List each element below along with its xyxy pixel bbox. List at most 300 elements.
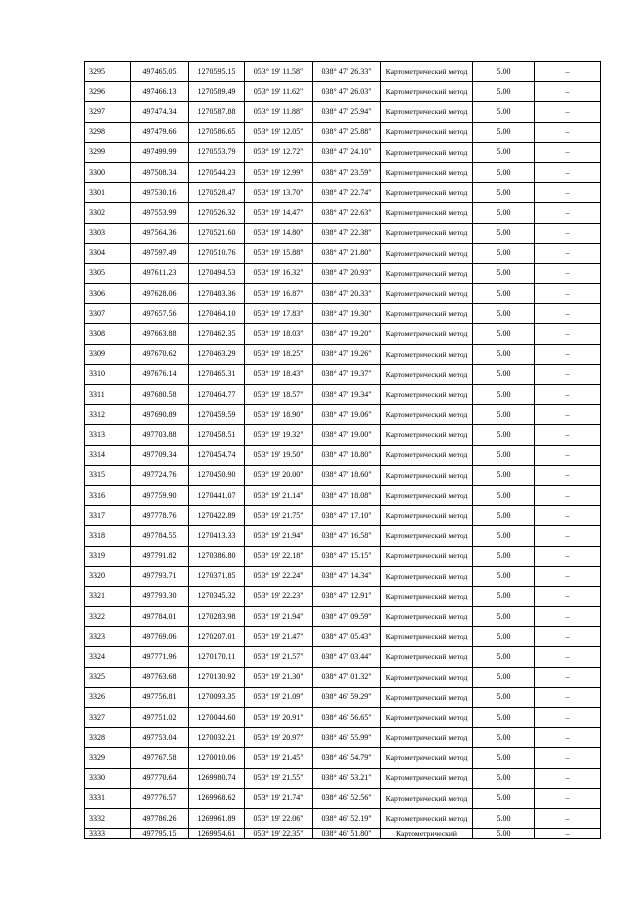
longitude-cell: 038° 46' 52.56" [313,788,381,808]
accuracy-cell: 5.00 [473,405,535,425]
accuracy-cell: 5.00 [473,122,535,142]
point-number-cell: 3302 [85,203,131,223]
x-coordinate-cell: 497663.88 [131,324,189,344]
latitude-cell: 053° 19' 18.25" [245,344,313,364]
y-coordinate-cell: 1270450.90 [189,465,245,485]
latitude-cell: 053° 19' 11.58" [245,62,313,82]
latitude-cell: 053° 19' 13.70" [245,183,313,203]
point-number-cell: 3306 [85,284,131,304]
latitude-cell: 053° 19' 22.18" [245,546,313,566]
latitude-cell: 053° 19' 22.35" [245,829,313,839]
y-coordinate-cell: 1270170.11 [189,647,245,667]
table-row [85,768,601,788]
latitude-cell: 053° 19' 18.57" [245,385,313,405]
table-row [85,263,601,283]
x-coordinate-cell: 497676.14 [131,364,189,384]
latitude-cell: 053° 19' 16.32" [245,263,313,283]
x-coordinate-cell: 497724.76 [131,465,189,485]
latitude-cell: 053° 19' 11.88" [245,102,313,122]
longitude-cell: 038° 47' 01.32" [313,667,381,687]
method-cell: Картометрический метод [381,425,473,445]
longitude-cell: 038° 47' 14.34" [313,566,381,586]
longitude-cell: 038° 47' 19.26" [313,344,381,364]
y-coordinate-cell: 1270386.80 [189,546,245,566]
accuracy-cell: 5.00 [473,445,535,465]
method-cell: Картометрический метод [381,203,473,223]
accuracy-cell: 5.00 [473,506,535,526]
note-cell: – [535,122,601,142]
latitude-cell: 053° 19' 22.06" [245,808,313,828]
method-cell: Картометрический метод [381,102,473,122]
longitude-cell: 038° 47' 20.33" [313,284,381,304]
table-row [85,304,601,324]
y-coordinate-cell: 1270093.35 [189,687,245,707]
table-row [85,788,601,808]
latitude-cell: 053° 19' 18.43" [245,364,313,384]
latitude-cell: 053° 19' 17.83" [245,304,313,324]
point-number-cell: 3332 [85,808,131,828]
latitude-cell: 053° 19' 19.32" [245,425,313,445]
x-coordinate-cell: 497564.36 [131,223,189,243]
latitude-cell: 053° 19' 20.91" [245,708,313,728]
note-cell: – [535,627,601,647]
method-cell: Картометрический метод [381,708,473,728]
accuracy-cell: 5.00 [473,324,535,344]
latitude-cell: 053° 19' 21.30" [245,667,313,687]
method-cell: Картометрический метод [381,162,473,182]
note-cell: – [535,102,601,122]
point-number-cell: 3309 [85,344,131,364]
accuracy-cell: 5.00 [473,607,535,627]
longitude-cell: 038° 46' 54.79" [313,748,381,768]
point-number-cell: 3316 [85,485,131,505]
y-coordinate-cell: 1269961.89 [189,808,245,828]
note-cell: – [535,566,601,586]
x-coordinate-cell: 497767.58 [131,748,189,768]
latitude-cell: 053° 19' 12.72" [245,142,313,162]
note-cell: – [535,768,601,788]
y-coordinate-cell: 1270553.79 [189,142,245,162]
x-coordinate-cell: 497530.16 [131,183,189,203]
table-row [85,526,601,546]
note-cell: – [535,142,601,162]
longitude-cell: 038° 47' 19.37" [313,364,381,384]
table-row [85,708,601,728]
x-coordinate-cell: 497611.23 [131,263,189,283]
x-coordinate-cell: 497709.34 [131,445,189,465]
table-row [85,82,601,102]
accuracy-cell: 5.00 [473,728,535,748]
point-number-cell: 3323 [85,627,131,647]
y-coordinate-cell: 1270521.60 [189,223,245,243]
y-coordinate-cell: 1270371.85 [189,566,245,586]
longitude-cell: 038° 46' 53.21" [313,768,381,788]
point-number-cell: 3327 [85,708,131,728]
note-cell: – [535,203,601,223]
note-cell: – [535,586,601,606]
y-coordinate-cell: 1270130.92 [189,667,245,687]
x-coordinate-cell: 497771.96 [131,647,189,667]
point-number-cell: 3333 [85,829,131,839]
y-coordinate-cell: 1270595.15 [189,62,245,82]
x-coordinate-cell: 497670.62 [131,344,189,364]
table-row [85,627,601,647]
longitude-cell: 038° 46' 51.80" [313,829,381,839]
note-cell: – [535,223,601,243]
y-coordinate-cell: 1270345.32 [189,586,245,606]
longitude-cell: 038° 47' 18.08" [313,485,381,505]
method-cell: Картометрический [381,829,473,839]
accuracy-cell: 5.00 [473,667,535,687]
x-coordinate-cell: 497703.88 [131,425,189,445]
longitude-cell: 038° 47' 22.63" [313,203,381,223]
note-cell: – [535,808,601,828]
accuracy-cell: 5.00 [473,546,535,566]
longitude-cell: 038° 47' 22.74" [313,183,381,203]
accuracy-cell: 5.00 [473,243,535,263]
latitude-cell: 053° 19' 21.14" [245,485,313,505]
x-coordinate-cell: 497795.15 [131,829,189,839]
y-coordinate-cell: 1270589.49 [189,82,245,102]
note-cell: – [535,667,601,687]
latitude-cell: 053° 19' 22.23" [245,586,313,606]
latitude-cell: 053° 19' 18.90" [245,405,313,425]
note-cell: – [535,62,601,82]
note-cell: – [535,647,601,667]
note-cell: – [535,445,601,465]
accuracy-cell: 5.00 [473,788,535,808]
point-number-cell: 3312 [85,405,131,425]
accuracy-cell: 5.00 [473,627,535,647]
note-cell: – [535,829,601,839]
method-cell: Картометрический метод [381,304,473,324]
longitude-cell: 038° 47' 21.80" [313,243,381,263]
method-cell: Картометрический метод [381,788,473,808]
y-coordinate-cell: 1270465.31 [189,364,245,384]
table-row [85,142,601,162]
note-cell: – [535,183,601,203]
method-cell: Картометрический метод [381,566,473,586]
accuracy-cell: 5.00 [473,526,535,546]
point-number-cell: 3310 [85,364,131,384]
x-coordinate-cell: 497465.05 [131,62,189,82]
note-cell: – [535,687,601,707]
point-number-cell: 3313 [85,425,131,445]
longitude-cell: 038° 47' 19.00" [313,425,381,445]
method-cell: Картометрический метод [381,768,473,788]
point-number-cell: 3295 [85,62,131,82]
x-coordinate-cell: 497791.82 [131,546,189,566]
note-cell: – [535,344,601,364]
method-cell: Картометрический метод [381,526,473,546]
method-cell: Картометрический метод [381,667,473,687]
document-page [84,61,600,839]
table-row [85,122,601,142]
latitude-cell: 053° 19' 21.55" [245,768,313,788]
point-number-cell: 3297 [85,102,131,122]
y-coordinate-cell: 1270526.32 [189,203,245,223]
method-cell: Картометрический метод [381,546,473,566]
method-cell: Картометрический метод [381,445,473,465]
point-number-cell: 3308 [85,324,131,344]
table-row [85,425,601,445]
method-cell: Картометрический метод [381,183,473,203]
point-number-cell: 3296 [85,82,131,102]
note-cell: – [535,304,601,324]
x-coordinate-cell: 497763.68 [131,667,189,687]
x-coordinate-cell: 497759.90 [131,485,189,505]
longitude-cell: 038° 47' 18.80" [313,445,381,465]
table-row [85,324,601,344]
note-cell: – [535,607,601,627]
y-coordinate-cell: 1270207.01 [189,627,245,647]
method-cell: Картометрический метод [381,364,473,384]
accuracy-cell: 5.00 [473,203,535,223]
y-coordinate-cell: 1270464.77 [189,385,245,405]
table-row [85,223,601,243]
latitude-cell: 053° 19' 19.50" [245,445,313,465]
method-cell: Картометрический метод [381,485,473,505]
longitude-cell: 038° 47' 25.88" [313,122,381,142]
accuracy-cell: 5.00 [473,344,535,364]
y-coordinate-cell: 1270483.36 [189,284,245,304]
x-coordinate-cell: 497657.56 [131,304,189,324]
accuracy-cell: 5.00 [473,647,535,667]
method-cell: Картометрический метод [381,748,473,768]
y-coordinate-cell: 1269954.61 [189,829,245,839]
accuracy-cell: 5.00 [473,425,535,445]
accuracy-cell: 5.00 [473,162,535,182]
x-coordinate-cell: 497756.81 [131,687,189,707]
longitude-cell: 038° 46' 52.19" [313,808,381,828]
point-number-cell: 3325 [85,667,131,687]
table-row [85,667,601,687]
method-cell: Картометрический метод [381,122,473,142]
method-cell: Картометрический метод [381,808,473,828]
method-cell: Картометрический метод [381,142,473,162]
method-cell: Картометрический метод [381,627,473,647]
latitude-cell: 053° 19' 20.00" [245,465,313,485]
accuracy-cell: 5.00 [473,142,535,162]
table-row [85,506,601,526]
point-number-cell: 3328 [85,728,131,748]
note-cell: – [535,708,601,728]
x-coordinate-cell: 497778.76 [131,506,189,526]
note-cell: – [535,748,601,768]
longitude-cell: 038° 47' 26.33" [313,62,381,82]
note-cell: – [535,485,601,505]
point-number-cell: 3304 [85,243,131,263]
note-cell: – [535,405,601,425]
method-cell: Картометрический метод [381,324,473,344]
accuracy-cell: 5.00 [473,829,535,839]
method-cell: Картометрический метод [381,586,473,606]
note-cell: – [535,506,601,526]
point-number-cell: 3307 [85,304,131,324]
method-cell: Картометрический метод [381,62,473,82]
latitude-cell: 053° 19' 15.88" [245,243,313,263]
point-number-cell: 3301 [85,183,131,203]
x-coordinate-cell: 497784.55 [131,526,189,546]
accuracy-cell: 5.00 [473,708,535,728]
x-coordinate-cell: 497597.49 [131,243,189,263]
accuracy-cell: 5.00 [473,223,535,243]
y-coordinate-cell: 1270413.33 [189,526,245,546]
method-cell: Картометрический метод [381,385,473,405]
accuracy-cell: 5.00 [473,465,535,485]
y-coordinate-cell: 1270462.35 [189,324,245,344]
point-number-cell: 3318 [85,526,131,546]
latitude-cell: 053° 19' 14.80" [245,223,313,243]
point-number-cell: 3329 [85,748,131,768]
y-coordinate-cell: 1270422.89 [189,506,245,526]
method-cell: Картометрический метод [381,223,473,243]
x-coordinate-cell: 497628.06 [131,284,189,304]
x-coordinate-cell: 497466.13 [131,82,189,102]
method-cell: Картометрический метод [381,405,473,425]
longitude-cell: 038° 47' 20.93" [313,263,381,283]
latitude-cell: 053° 19' 21.47" [245,627,313,647]
point-number-cell: 3319 [85,546,131,566]
y-coordinate-cell: 1270032.21 [189,728,245,748]
point-number-cell: 3326 [85,687,131,707]
latitude-cell: 053° 19' 21.45" [245,748,313,768]
point-number-cell: 3317 [85,506,131,526]
table-row [85,607,601,627]
method-cell: Картометрический метод [381,344,473,364]
longitude-cell: 038° 47' 19.30" [313,304,381,324]
table-row [85,183,601,203]
x-coordinate-cell: 497680.58 [131,385,189,405]
x-coordinate-cell: 497479.66 [131,122,189,142]
method-cell: Картометрический метод [381,263,473,283]
y-coordinate-cell: 1270044.60 [189,708,245,728]
note-cell: – [535,385,601,405]
longitude-cell: 038° 46' 55.99" [313,728,381,748]
table-row [85,405,601,425]
x-coordinate-cell: 497786.26 [131,808,189,828]
note-cell: – [535,324,601,344]
point-number-cell: 3322 [85,607,131,627]
note-cell: – [535,465,601,485]
method-cell: Картометрический метод [381,82,473,102]
table-row [85,284,601,304]
table-row [85,728,601,748]
accuracy-cell: 5.00 [473,768,535,788]
latitude-cell: 053° 19' 21.74" [245,788,313,808]
y-coordinate-cell: 1270544.23 [189,162,245,182]
accuracy-cell: 5.00 [473,485,535,505]
y-coordinate-cell: 1269968.62 [189,788,245,808]
y-coordinate-cell: 1270283.98 [189,607,245,627]
y-coordinate-cell: 1270586.65 [189,122,245,142]
accuracy-cell: 5.00 [473,102,535,122]
y-coordinate-cell: 1270587.88 [189,102,245,122]
table-row [85,566,601,586]
table-row [85,445,601,465]
y-coordinate-cell: 1270494.53 [189,263,245,283]
x-coordinate-cell: 497793.71 [131,566,189,586]
x-coordinate-cell: 497769.06 [131,627,189,647]
table-row [85,647,601,667]
table-row [85,465,601,485]
point-number-cell: 3300 [85,162,131,182]
latitude-cell: 053° 19' 16.87" [245,284,313,304]
point-number-cell: 3303 [85,223,131,243]
latitude-cell: 053° 19' 12.05" [245,122,313,142]
y-coordinate-cell: 1270441.07 [189,485,245,505]
y-coordinate-cell: 1270464.10 [189,304,245,324]
y-coordinate-cell: 1270510.76 [189,243,245,263]
y-coordinate-cell: 1270454.74 [189,445,245,465]
longitude-cell: 038° 46' 59.29" [313,687,381,707]
table-row [85,344,601,364]
point-number-cell: 3330 [85,768,131,788]
accuracy-cell: 5.00 [473,808,535,828]
y-coordinate-cell: 1269980.74 [189,768,245,788]
table-row [85,829,601,839]
longitude-cell: 038° 47' 12.91" [313,586,381,606]
accuracy-cell: 5.00 [473,284,535,304]
x-coordinate-cell: 497753.04 [131,728,189,748]
note-cell: – [535,284,601,304]
point-number-cell: 3305 [85,263,131,283]
note-cell: – [535,526,601,546]
accuracy-cell: 5.00 [473,183,535,203]
longitude-cell: 038° 47' 24.10" [313,142,381,162]
latitude-cell: 053° 19' 21.94" [245,607,313,627]
table-row [85,162,601,182]
note-cell: – [535,728,601,748]
longitude-cell: 038° 47' 16.58" [313,526,381,546]
accuracy-cell: 5.00 [473,62,535,82]
x-coordinate-cell: 497770.64 [131,768,189,788]
longitude-cell: 038° 46' 56.65" [313,708,381,728]
longitude-cell: 038° 47' 19.20" [313,324,381,344]
table-row [85,364,601,384]
accuracy-cell: 5.00 [473,385,535,405]
latitude-cell: 053° 19' 20.97" [245,728,313,748]
point-number-cell: 3314 [85,445,131,465]
x-coordinate-cell: 497690.89 [131,405,189,425]
method-cell: Картометрический метод [381,607,473,627]
accuracy-cell: 5.00 [473,304,535,324]
table-row [85,687,601,707]
longitude-cell: 038° 47' 23.59" [313,162,381,182]
accuracy-cell: 5.00 [473,748,535,768]
longitude-cell: 038° 47' 17.10" [313,506,381,526]
table-row [85,808,601,828]
longitude-cell: 038° 47' 19.06" [313,405,381,425]
longitude-cell: 038° 47' 18.60" [313,465,381,485]
accuracy-cell: 5.00 [473,566,535,586]
accuracy-cell: 5.00 [473,364,535,384]
point-number-cell: 3298 [85,122,131,142]
latitude-cell: 053° 19' 21.57" [245,647,313,667]
table-row [85,546,601,566]
longitude-cell: 038° 47' 09.59" [313,607,381,627]
point-number-cell: 3331 [85,788,131,808]
x-coordinate-cell: 497793.30 [131,586,189,606]
point-number-cell: 3315 [85,465,131,485]
point-number-cell: 3321 [85,586,131,606]
method-cell: Картометрический метод [381,243,473,263]
latitude-cell: 053° 19' 14.47" [245,203,313,223]
point-number-cell: 3320 [85,566,131,586]
method-cell: Картометрический метод [381,647,473,667]
accuracy-cell: 5.00 [473,263,535,283]
method-cell: Картометрический метод [381,465,473,485]
